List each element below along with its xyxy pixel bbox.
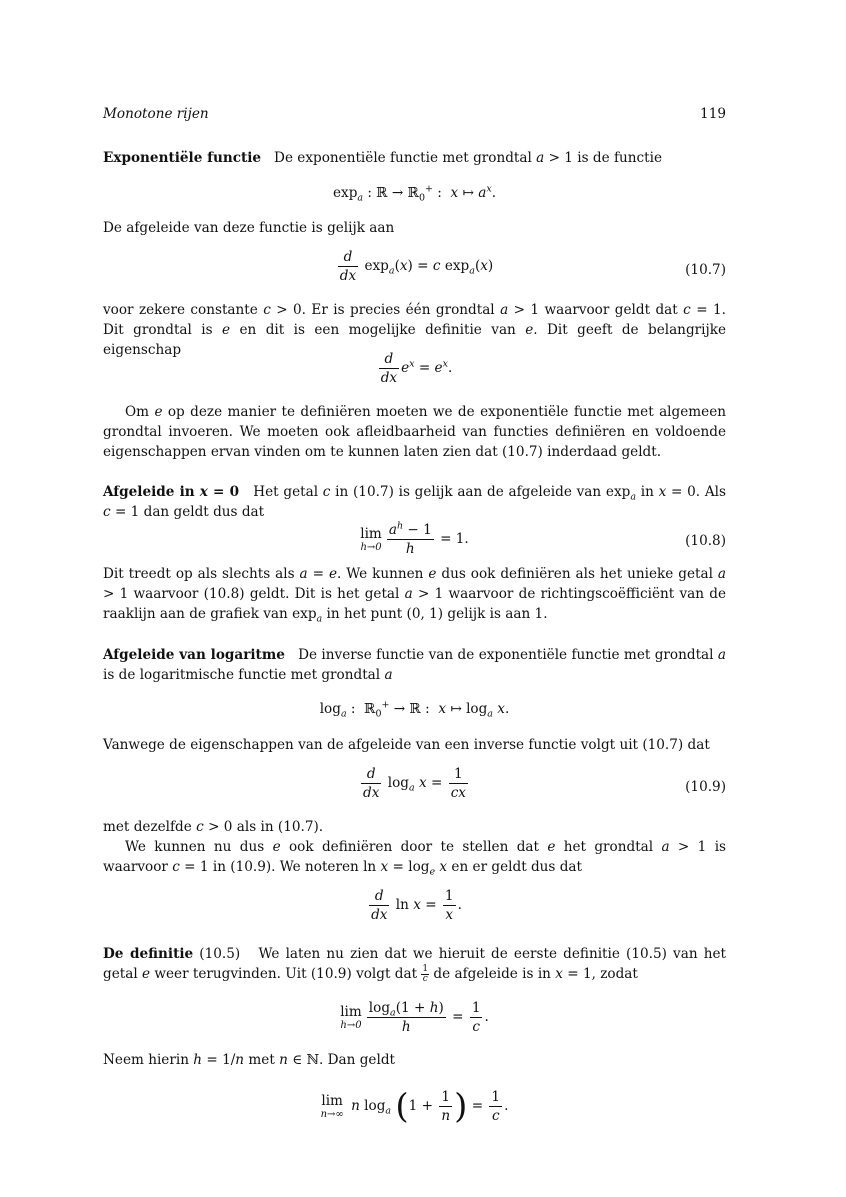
equation-n-limit: lim n→∞ n $\log_a (1$ + $\frac{1}{n}$ ) = $\frac{1}{c}$ .: [320, 1086, 509, 1127]
paragraph-inverse-derivative: Vanwege de eigenschappen van de afgeleide van een inverse functie volgt uit (10.7) dat: [103, 737, 710, 753]
section-derivative-at-zero: Afgeleide in x = 0 Het getal c in (10.7) is gelijk aan de afgeleide van $\exp_a$ in x = 0. Als c = 1 dan geldt dus dat: [103, 484, 726, 520]
section-definition: De definitie (10.5) We laten nu zien dat we hieruit de eerste definitie (10.5) van het getal e weer terugvinden. Uit (10.9) volgt dat $\frac{1}{c}$ de afgeleide is in x = 1, zodat: [103, 946, 726, 984]
running-title: Monotone rijen: [103, 106, 209, 122]
paragraph-substitution: Neem hierin h = 1/n met n ∈ ℕ. Dan geldt: [103, 1052, 395, 1068]
equation-exp-derivative: $\frac{d}{dx}$ $e^x = e^x$.: [380, 351, 453, 386]
equation-number-10-8: (10.8): [685, 533, 726, 549]
paragraph-same-c: met dezelfde c > 0 als in (10.7). We kunnen nu dus e ook definiëren door te stellen dat e het grondtal a > 1 is waarvoor c = 1 in (10.9). We noteren $\ln x = \log_e x$ en er geldt dus dat: [103, 819, 727, 878]
section-title-derivative-zero: Afgeleide in: [103, 484, 195, 500]
running-header: [103, 104, 726, 124]
equation-10-8: lim h→0 $\frac{a^h - 1}{h}$ = 1. (10.8): [360, 520, 726, 557]
equation-exp-map: $\exp_a$ : ℝ → ℝ$_0$+ : x ↦ $a^x$.: [332, 183, 497, 204]
section-log-derivative: Afgeleide van logaritme De inverse functie van de exponentiële functie met grondtal a is de logaritmische functie met grondtal a: [103, 647, 726, 683]
equation-10-9: $\frac{d}{dx}$ $\log_a x$ = $\frac{1}{cx}$ (10.9): [363, 766, 726, 801]
paragraph-tangent-slope: Dit treedt op als slechts als a = e. We kunnen e dus ook definiëren als het unieke getal a > 1 waarvoor (10.8) geldt. Dit is het getal a > 1 waarvoor de richtingscoëfficiënt van de raaklijn aan de grafiek van $\exp_a$ in het punt (0, 1) gelijk is aan 1.: [103, 566, 726, 625]
equation-ln-derivative: $\frac{d}{dx}$ ln x = $\frac{1}{x}$ .: [371, 888, 462, 923]
paragraph-constant-c: voor zekere constante c > 0. Er is precies één grondtal a > 1 waarvoor geldt dat c = 1. Dit grondtal is e en dit is een mogelijke definitie van e. Dit geeft de belangrijke eigenschap: [103, 302, 726, 358]
equation-number-10-7: (10.7): [685, 262, 726, 278]
page-number: 119: [700, 106, 726, 122]
equation-log-map: $\log_a$ : ℝ$_0$+ → ℝ : x ↦ $\log_a x$.: [319, 699, 510, 720]
section-exponential-intro: Exponentiële functie De exponentiële functie met grondtal a > 1 is de functie: [103, 150, 662, 166]
equation-number-10-9: (10.9): [685, 779, 726, 795]
section-title-log: Afgeleide van logaritme: [103, 647, 285, 663]
equation-10-7: $\frac{d}{dx}$ $\exp_a(x) = c$ $\exp_a(x)$ (10.7): [339, 249, 726, 284]
paragraph-define-e: Om e op deze manier te definiëren moeten we de exponentiële functie met algemeen grondtal invoeren. We moeten ook afleidbaarheid van functies definiëren en voldoende eigenschappen ervan vinden om te kunnen laten zien dat (10.7) inderdaad geldt.: [103, 404, 726, 460]
paragraph-derivative-intro: De afgeleide van deze functie is gelijk aan: [103, 220, 395, 236]
equation-log-limit: lim h→0 $\frac{\log_a(1 + h)}{h}$ = $\frac{1}{c}$ .: [340, 1000, 489, 1035]
section-title-definition: De definitie: [103, 946, 194, 962]
section-title-exponential: Exponentiële functie: [103, 150, 262, 166]
